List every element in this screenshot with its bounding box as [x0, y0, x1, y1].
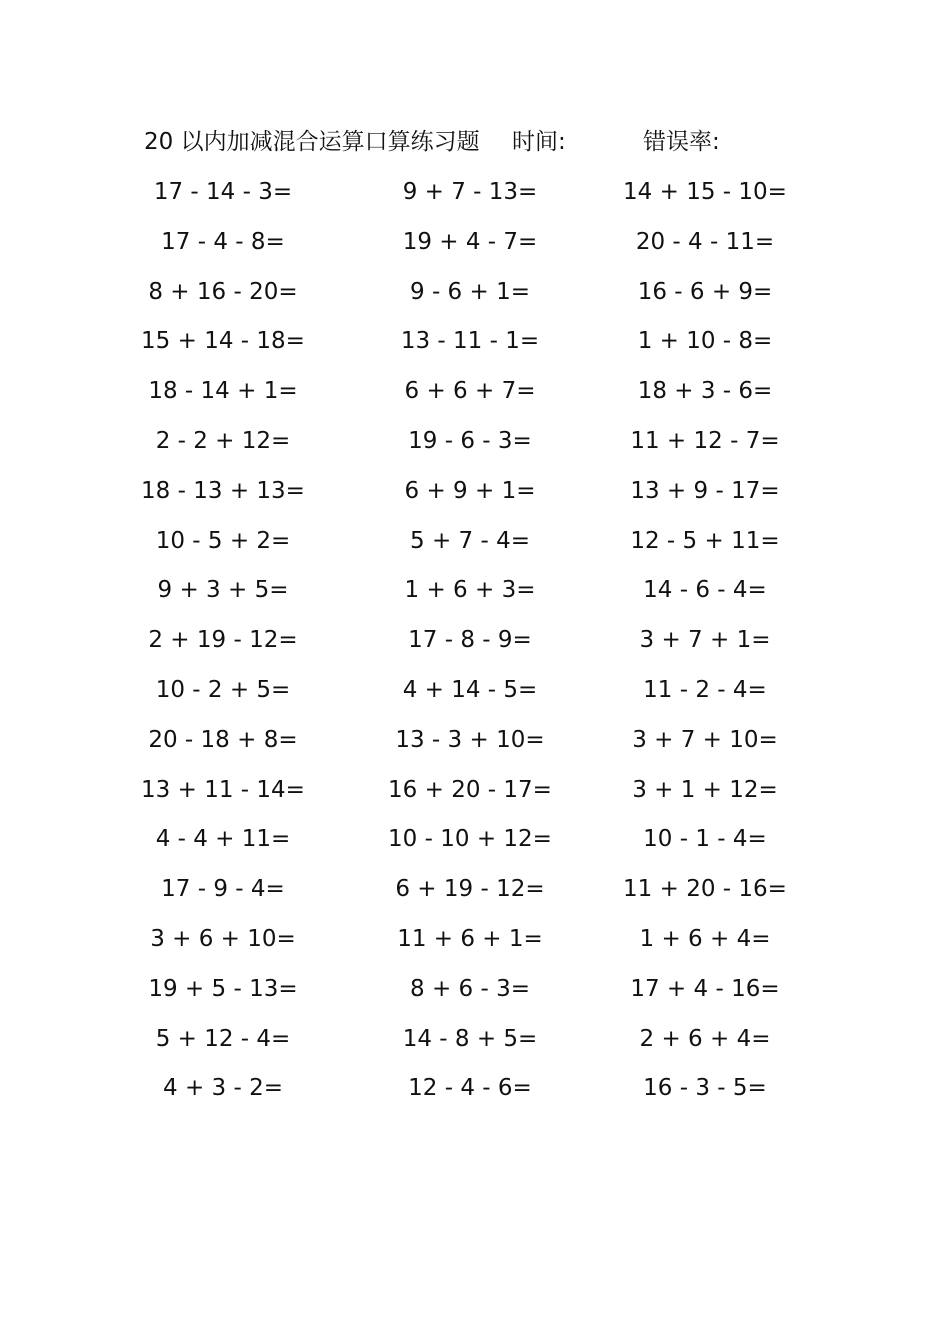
problem-item: 16 + 20 - 17=	[388, 776, 552, 803]
problem-item: 3 + 7 + 1=	[639, 627, 771, 654]
problem-item: 17 + 4 - 16=	[630, 975, 780, 1002]
problem-row	[0, 770, 950, 820]
problem-item: 4 - 4 + 11=	[155, 826, 291, 853]
problem-item: 18 - 13 + 13=	[141, 477, 305, 504]
problem-item: 6 + 19 - 12=	[395, 876, 545, 903]
problem-item: 1 + 10 - 8=	[637, 328, 773, 355]
problem-item: 4 + 3 - 2=	[163, 1075, 283, 1102]
problem-item: 10 - 10 + 12=	[388, 826, 552, 853]
problem-item: 9 + 7 - 13=	[402, 179, 538, 205]
problem-item: 10 - 2 + 5=	[155, 676, 291, 703]
problem-item: 17 - 8 - 9=	[408, 627, 532, 654]
problem-row	[0, 321, 950, 371]
problem-row	[0, 869, 950, 919]
problem-row	[0, 969, 950, 1019]
problem-item: 16 - 3 - 5=	[643, 1075, 767, 1102]
problem-item: 17 - 14 - 3=	[153, 179, 293, 205]
problem-item: 15 + 14 - 18=	[141, 328, 305, 355]
problem-item: 9 + 3 + 5=	[157, 577, 289, 604]
problem-row	[0, 222, 950, 272]
problem-row	[0, 1019, 950, 1069]
problem-item: 20 - 4 - 11=	[635, 228, 775, 255]
problem-item: 6 + 6 + 7=	[404, 378, 536, 405]
problem-item: 13 + 9 - 17=	[630, 477, 780, 504]
problem-row	[0, 620, 950, 670]
problem-item: 17 - 4 - 8=	[161, 228, 285, 255]
problem-row	[0, 172, 950, 222]
problem-item: 1 + 6 + 3=	[404, 577, 536, 604]
problem-row	[0, 720, 950, 770]
problem-item: 2 + 6 + 4=	[639, 1025, 771, 1052]
problem-item: 13 - 11 - 1=	[400, 328, 540, 355]
problem-row	[0, 919, 950, 969]
problem-grid	[0, 172, 950, 1118]
error-rate-label: 错误率:	[643, 129, 720, 155]
problem-item: 11 - 2 - 4=	[643, 676, 767, 703]
problem-item: 3 + 7 + 10=	[632, 726, 778, 753]
problem-item: 14 + 15 - 10=	[623, 179, 787, 205]
problem-item: 14 - 6 - 4=	[643, 577, 767, 604]
problem-item: 8 + 6 - 3=	[410, 975, 530, 1002]
problem-item: 6 + 9 + 1=	[404, 477, 536, 504]
problem-item: 8 + 16 - 20=	[148, 278, 298, 305]
problem-row	[0, 670, 950, 720]
problem-item: 19 + 4 - 7=	[402, 228, 538, 255]
problem-item: 13 + 11 - 14=	[141, 776, 305, 803]
problem-item: 18 - 14 + 1=	[148, 378, 298, 405]
problem-item: 17 - 9 - 4=	[161, 876, 285, 903]
problem-item: 9 - 6 + 1=	[410, 278, 530, 305]
problem-item: 3 + 1 + 12=	[632, 776, 778, 803]
problem-item: 16 - 6 + 9=	[637, 278, 773, 305]
problem-item: 5 + 7 - 4=	[410, 527, 530, 554]
problem-item: 19 - 6 - 3=	[408, 427, 532, 454]
problem-item: 19 + 5 - 13=	[148, 975, 298, 1002]
problem-item: 14 - 8 + 5=	[402, 1025, 538, 1052]
problem-item: 5 + 12 - 4=	[155, 1025, 291, 1052]
problem-row	[0, 1068, 950, 1118]
problem-item: 10 - 5 + 2=	[155, 527, 291, 554]
problem-item: 11 + 6 + 1=	[397, 925, 543, 952]
time-label: 时间:	[512, 129, 566, 155]
problem-row	[0, 371, 950, 421]
problem-item: 1 + 6 + 4=	[639, 925, 771, 952]
problem-item: 11 + 20 - 16=	[623, 876, 787, 903]
problem-item: 4 + 14 - 5=	[402, 676, 538, 703]
problem-row	[0, 471, 950, 521]
problem-row	[0, 570, 950, 620]
problem-item: 10 - 1 - 4=	[643, 826, 767, 853]
problem-item: 11 + 12 - 7=	[630, 427, 780, 454]
problem-item: 18 + 3 - 6=	[637, 378, 773, 405]
problem-item: 12 - 4 - 6=	[408, 1075, 532, 1102]
problem-item: 20 - 18 + 8=	[148, 726, 298, 753]
problem-item: 2 + 19 - 12=	[148, 627, 298, 654]
problem-row	[0, 421, 950, 471]
problem-row	[0, 521, 950, 571]
problem-item: 3 + 6 + 10=	[150, 925, 296, 952]
problem-item: 13 - 3 + 10=	[395, 726, 545, 753]
problem-item: 2 - 2 + 12=	[155, 427, 291, 454]
problem-item: 12 - 5 + 11=	[630, 527, 780, 554]
problem-row	[0, 272, 950, 322]
worksheet-title: 20 以内加减混合运算口算练习题	[144, 129, 480, 155]
problem-row	[0, 819, 950, 869]
